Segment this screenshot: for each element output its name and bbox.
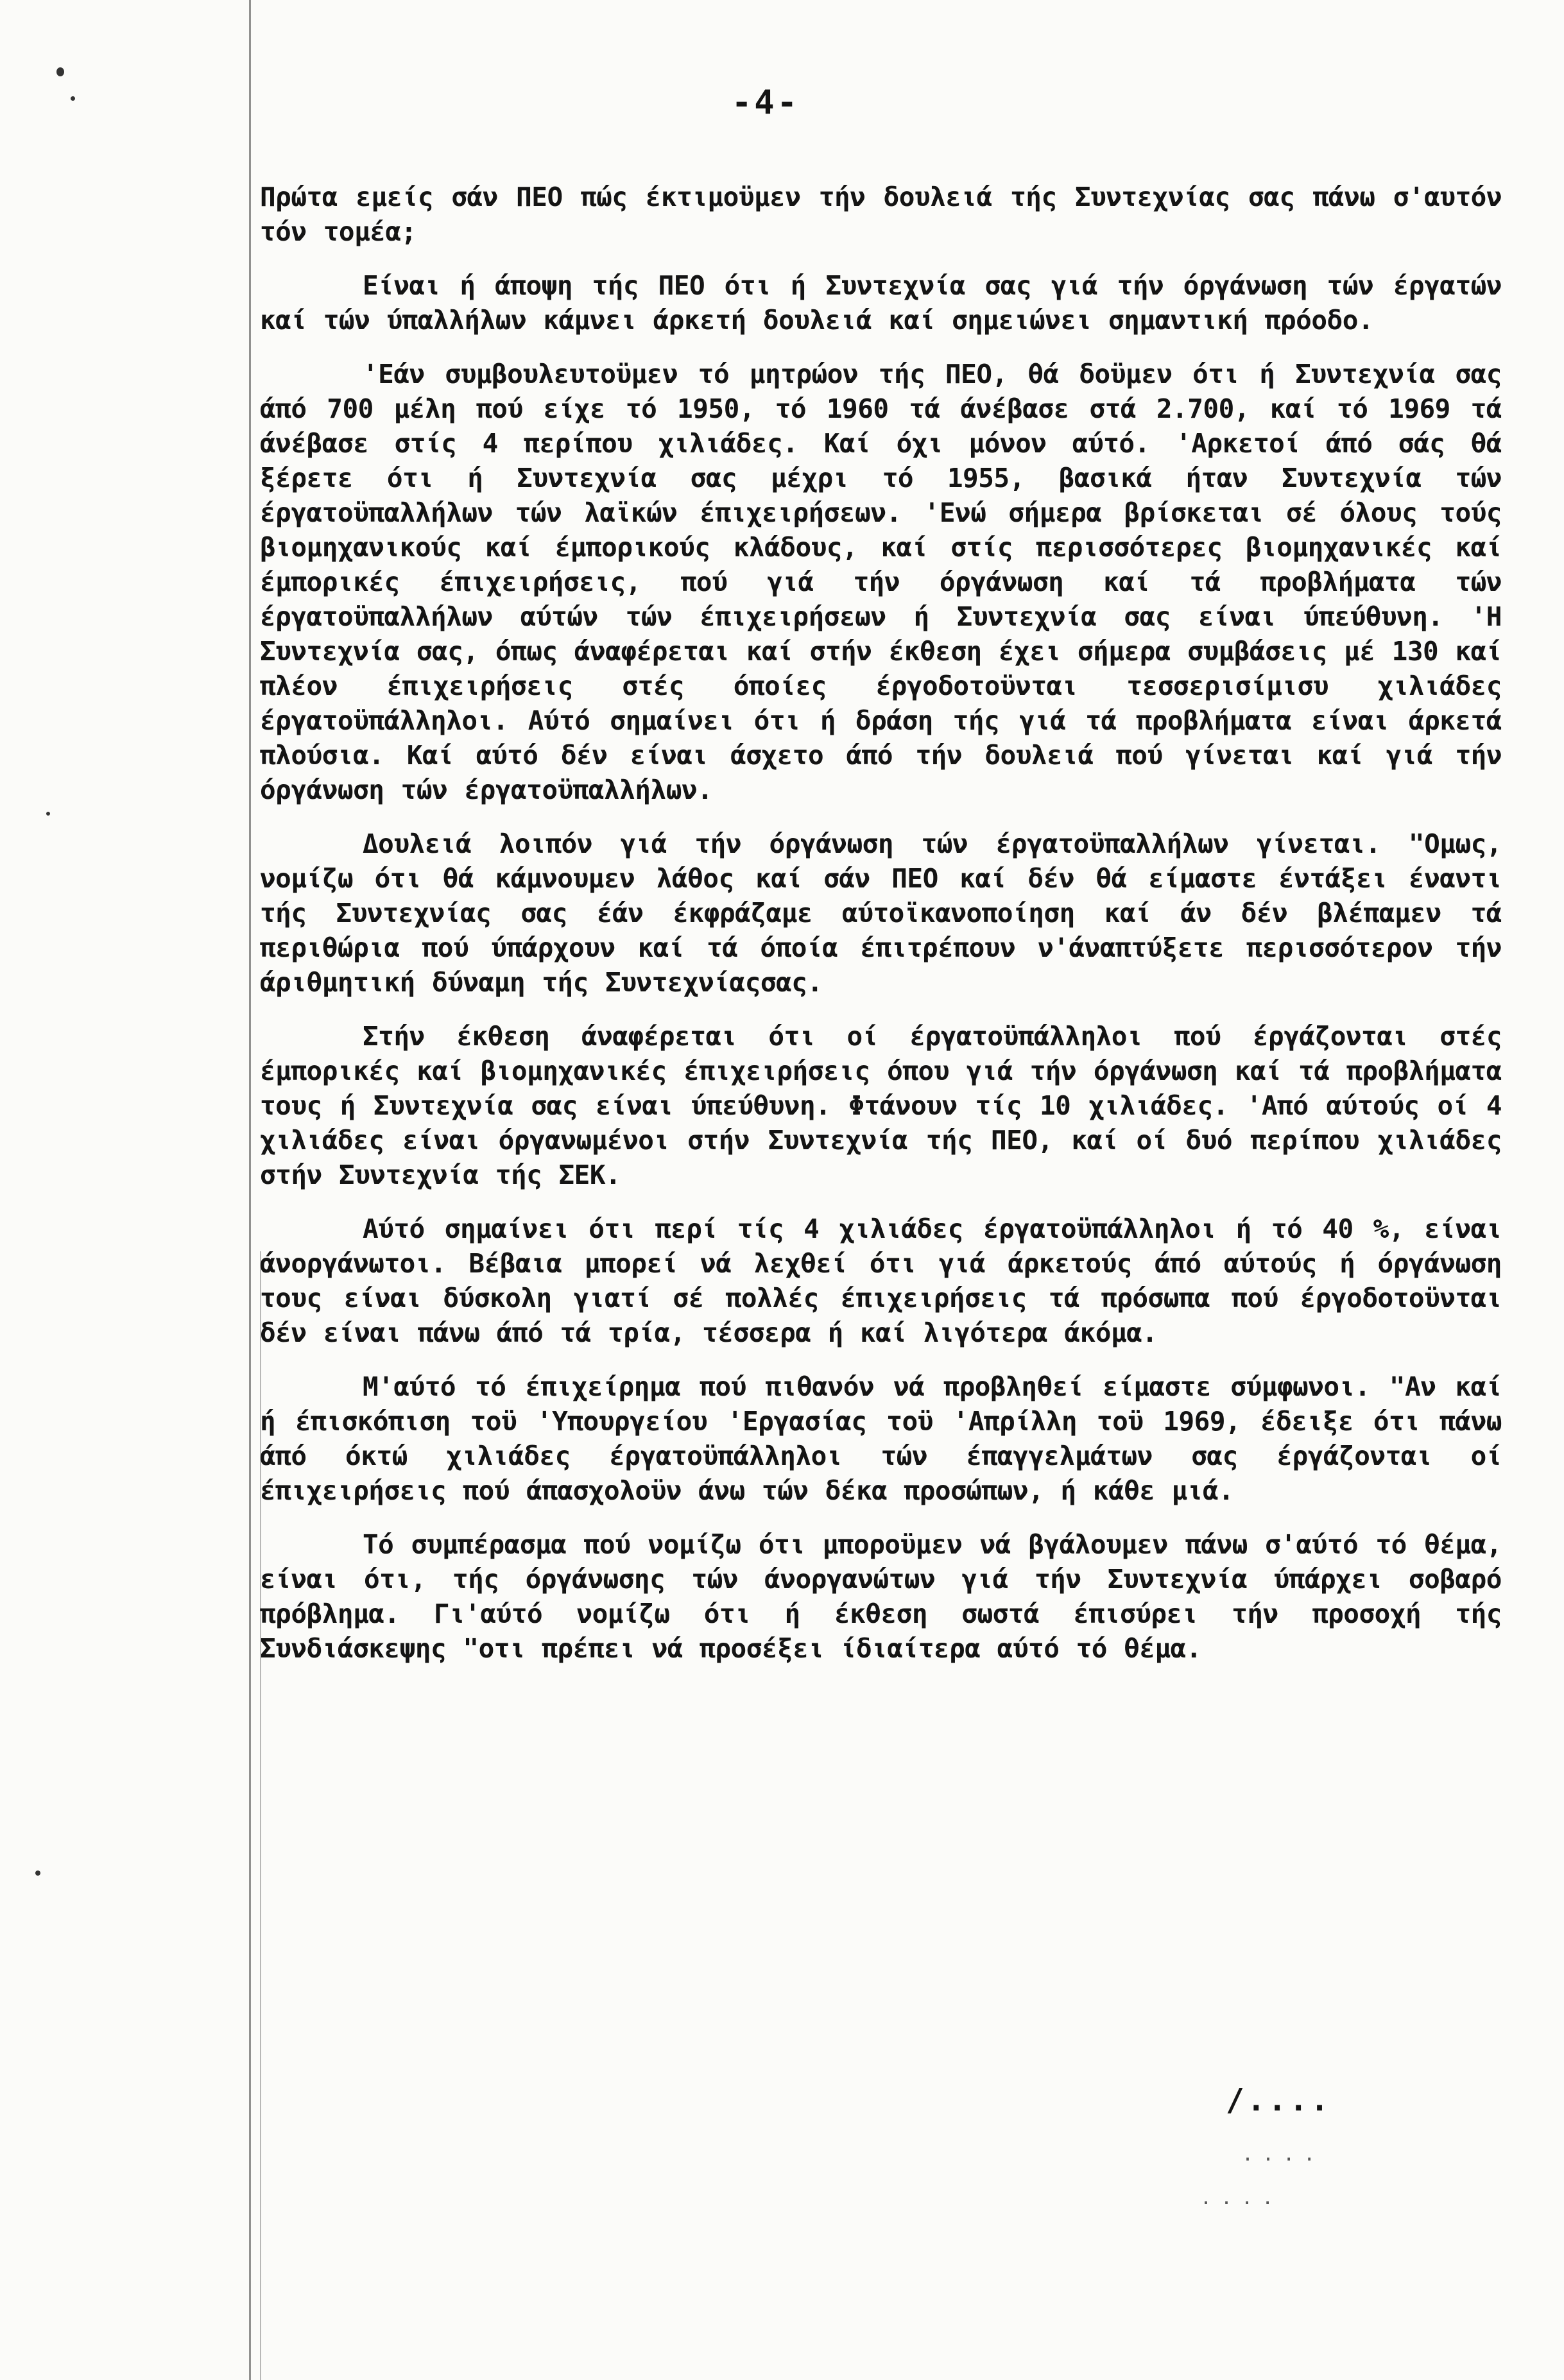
paragraph: Μ'αύτό τό έπιχείρημα πού πιθανόν νά προβληθεί είμαστε σύμφωνοι. "Αν καί ή έπισκόπιση τοϋ 'Υπουργείου 'Εργασίας τοϋ 'Απρίλλη τοϋ 1969, έδειξε ότι πάνω άπό όκτώ χιλιάδες έργατοϋπάλληλοι τών έπαγγελμάτων σας έργάζονται οί έπιχειρήσεις πού άπασχολοϋν άνω τών δέκα προσώπων, ή κάθε μιά.: [260, 1371, 1502, 1506]
scan-edge-line: [249, 0, 251, 2380]
paragraph: Είναι ή άποψη τής ΠΕΟ ότι ή Συντεχνία σας γιά τήν όργάνωση τών έργατών καί τών ύπαλλήλων κάμνει άρκετή δουλειά καί σημειώνει σημαντική πρόοδο.: [260, 270, 1502, 336]
paragraph: Πρώτα εμείς σάν ΠΕΟ πώς έκτιμοϋμεν τήν δουλειά τής Συντεχνίας σας πάνω σ'αυτόν τόν τομέα;: [260, 182, 1502, 247]
scan-speck: [71, 96, 75, 101]
body-text: [260, 180, 1502, 1685]
faint-dots: ....: [1242, 2143, 1325, 2166]
paragraph: Δουλειά λοιπόν γιά τήν όργάνωση τών έργατοϋπαλλήλων γίνεται. "Ομως, νομίζω ότι θά κάμνουμεν λάθος καί σάν ΠΕΟ καί δέν θά είμαστε έντάξει έναντι τής Συντεχνίας σας έάν έκφράζαμε αύτοϊκανοποίηση καί άν δέν βλέπαμεν τά περιθώρια πού ύπάρχουν καί τά όποία έπιτρέπουν ν'άναπτύξετε περισσότερον τήν άριθμητική δύναμη τής Συντεχνίαςσας.: [260, 828, 1502, 998]
paragraph: 'Εάν συμβουλευτοϋμεν τό μητρώον τής ΠΕΟ, θά δοϋμεν ότι ή Συντεχνία σας άπό 700 μέλη πού είχε τό 1950, τό 1960 τά άνέβασε στά 2.700, καί τό 1969 τά άνέβασε στίς 4 περίπου χιλιάδες. Καί όχι μόνον αύτό. 'Αρκετοί άπό σάς θά ξέρετε ότι ή Συντεχνία σας μέχρι τό 1955, βασικά ήταν Συντεχνία τών έργατοϋπαλλήλων τών λαϊκών έπιχειρήσεων. 'Ενώ σήμερα βρίσκεται σέ όλους τούς βιομηχανικούς καί έμπορικούς κλάδους, καί στίς περισσότερες βιομηχανικές καί έμπορικές έπιχειρήσεις, πού γιά τήν όργάνωση καί τά προβλήματα τών έργατοϋπαλλήλων αύτών τών έπιχειρήσεων ή Συντεχνία σας είναι ύπεύθυνη. 'Η Συντεχνία σας, όπως άναφέρεται καί στήν έκθεση έχει σήμερα συμβάσεις μέ 130 καί πλέον έπιχειρήσεις στές όποίες έργοδοτοϋνται τεσσερισίμισυ χιλιάδες έργατοϋπάλληλοι. Αύτό σημαίνει ότι ή δράση τής γιά τά προβλήματα είναι άρκετά πλούσια. Καί αύτό δέν είναι άσχετο άπό τήν δουλειά πού γίνεται καί γιά τήν όργάνωση τών έργατοϋπαλλήλων.: [260, 359, 1502, 805]
scan-speck: [56, 67, 64, 76]
faint-dots: ....: [1200, 2187, 1283, 2209]
page-number: -4-: [732, 83, 800, 122]
paragraph: Τό συμπέρασμα πού νομίζω ότι μποροϋμεν νά βγάλουμεν πάνω σ'αύτό τό θέμα, είναι ότι, τής όργάνωσης τών άνοργανώτων γιά τήν Συντεχνία ύπάρχει σοβαρό πρόβλημα. Γι'αύτό νομίζω ότι ή έκθεση σωστά έπισύρει τήν προσοχή τής Συνδιάσκεψης "οτι πρέπει νά προσέξει ίδιαίτερα αύτό τό θέμα.: [260, 1529, 1502, 1664]
continuation-mark: /....: [1226, 2082, 1332, 2118]
paragraph: Στήν έκθεση άναφέρεται ότι οί έργατοϋπάλληλοι πού έργάζονται στές έμπορικές καί βιομηχανικές έπιχειρήσεις όπου γιά τήν όργάνωση καί τά προβλήματα τους ή Συντεχνία σας είναι ύπεύθυνη. Φτάνουν τίς 10 χιλιάδες. 'Από αύτούς οί 4 χιλιάδες είναι όργανωμένοι στήν Συντεχνία τής ΠΕΟ, καί οί δυό περίπου χιλιάδες στήν Συντεχνία τής ΣΕΚ.: [260, 1021, 1502, 1190]
scan-speck: [35, 1871, 40, 1876]
scan-speck: [46, 812, 50, 816]
paragraph: Αύτό σημαίνει ότι περί τίς 4 χιλιάδες έργατοϋπάλληλοι ή τό 40 %, είναι άνοργάνωτοι. Βέβαια μπορεί νά λεχθεί ότι γιά άρκετούς άπό αύτούς ή όργάνωση τους είναι δύσκολη γιατί σέ πολλές έπιχειρήσεις τά πρόσωπα πού έργοδοτοϋνται δέν είναι πάνω άπό τά τρία, τέσσερα ή καί λιγότερα άκόμα.: [260, 1213, 1502, 1348]
